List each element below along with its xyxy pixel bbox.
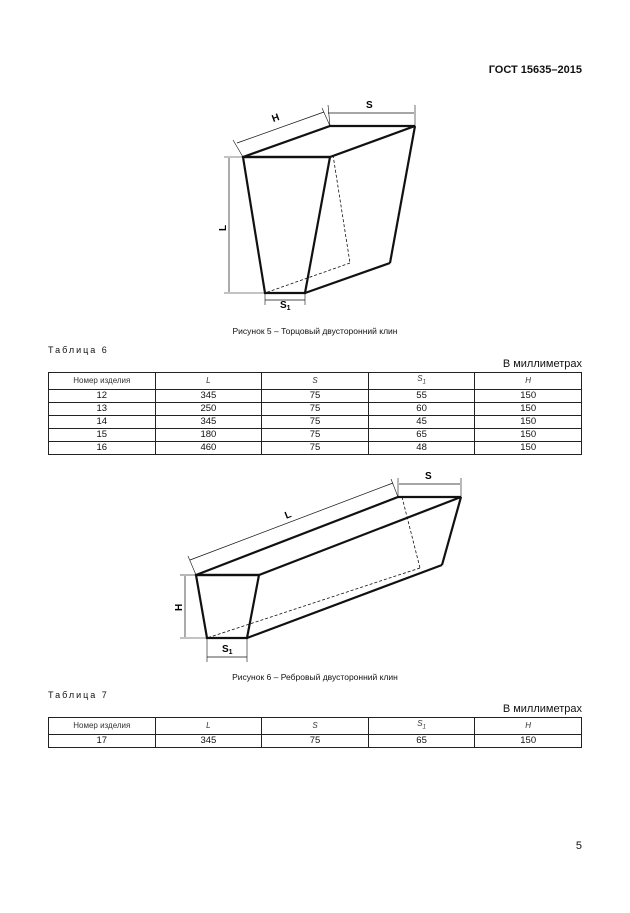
col-header-item: Номер изделия (49, 373, 156, 390)
col-header-s: S (262, 718, 369, 735)
cell-item: 14 (49, 415, 156, 428)
dim-h-label: H (270, 112, 282, 126)
page-number: 5 (575, 840, 582, 852)
col-header-s1: $S_1$ (368, 373, 475, 390)
dim-l-line (190, 483, 393, 560)
cell-l: 460 (155, 441, 262, 454)
cell-h: 150 (475, 428, 582, 441)
table-row (49, 428, 582, 441)
cell-h: 150 (475, 734, 582, 747)
dim-h-label: H (174, 603, 185, 611)
col-header-l: L (155, 373, 262, 390)
cell-s1: 45 (368, 415, 475, 428)
cell-s: 75 (262, 415, 369, 428)
dim-l-label: L (283, 509, 294, 522)
wedge-edge (390, 126, 415, 263)
cell-l: 250 (155, 402, 262, 415)
wedge-front-face (196, 575, 259, 638)
dim-l-ext (391, 479, 398, 497)
cell-s: 75 (262, 734, 369, 747)
cell-s: 75 (262, 428, 369, 441)
wedge-top-face (243, 126, 415, 157)
table-row (49, 402, 582, 415)
wedge-front-face (243, 157, 330, 293)
dim-l-ext (188, 556, 196, 575)
document-standard-code: ГОСТ 15635–2015 (488, 64, 582, 76)
cell-s1: 65 (368, 734, 475, 747)
cell-item: 15 (49, 428, 156, 441)
cell-item: 13 (49, 402, 156, 415)
col-header-h: H (475, 373, 582, 390)
cell-h: 150 (475, 402, 582, 415)
cell-s: 75 (262, 389, 369, 402)
table-6-label: Таблица 6 (48, 345, 109, 355)
cell-s1: 60 (368, 402, 475, 415)
cell-s1: 48 (368, 441, 475, 454)
dim-s-label: S (366, 100, 373, 111)
dim-s1-label: $S_1$ (280, 300, 291, 312)
table-7-units: В миллиметрах (502, 703, 582, 715)
col-header-s: S (262, 373, 369, 390)
cell-item: 12 (49, 389, 156, 402)
table-row (49, 389, 582, 402)
cell-h: 150 (475, 441, 582, 454)
figure-5-caption: Рисунок 5 – Торцовый двусторонний клин (232, 326, 398, 336)
wedge-top-face (196, 497, 461, 575)
figure-6-drawing (170, 462, 470, 662)
wedge-edge (442, 497, 461, 565)
cell-item: 16 (49, 441, 156, 454)
dim-l-label: L (218, 224, 229, 231)
figure-5-drawing (200, 90, 440, 320)
dim-h-line (237, 112, 324, 143)
cell-s1: 55 (368, 389, 475, 402)
table-row (49, 441, 582, 454)
cell-l: 180 (155, 428, 262, 441)
col-header-h: H (475, 718, 582, 735)
cell-h: 150 (475, 389, 582, 402)
wedge-edge (305, 263, 390, 293)
table-7-label: Таблица 7 (48, 690, 109, 700)
col-header-item: Номер изделия (49, 718, 156, 735)
table-header-row (49, 373, 582, 390)
cell-item: 17 (49, 734, 156, 747)
cell-l: 345 (155, 415, 262, 428)
figure-6-caption: Рисунок 6 – Ребровый двусторонний клин (232, 672, 398, 682)
table-7 (48, 717, 582, 748)
cell-h: 150 (475, 415, 582, 428)
table-6 (48, 372, 582, 455)
hidden-edge (207, 568, 420, 638)
table-6-units: В миллиметрах (502, 358, 582, 370)
table-row (49, 415, 582, 428)
hidden-edge (333, 155, 350, 263)
table-header-row (49, 718, 582, 735)
cell-s1: 65 (368, 428, 475, 441)
dim-s1-label: $S_1$ (222, 644, 233, 656)
wedge-edge (247, 565, 442, 638)
cell-s: 75 (262, 402, 369, 415)
hidden-edge (402, 497, 420, 568)
table-row (49, 734, 582, 747)
cell-l: 345 (155, 734, 262, 747)
cell-s: 75 (262, 441, 369, 454)
cell-l: 345 (155, 389, 262, 402)
col-header-l: L (155, 718, 262, 735)
dim-s-label: S (425, 471, 432, 482)
col-header-s1: $S_1$ (368, 718, 475, 735)
